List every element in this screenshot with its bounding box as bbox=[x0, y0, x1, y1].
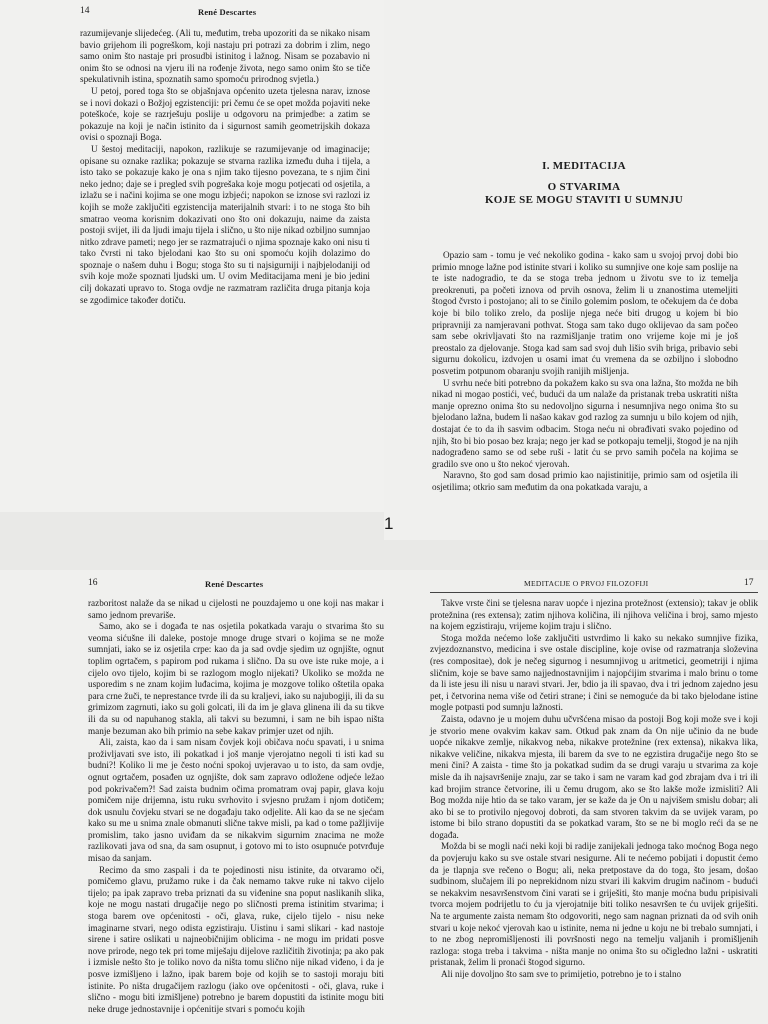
chapter-subtitle: O STVARIMA bbox=[547, 181, 621, 193]
page-header bbox=[0, 0, 384, 20]
paragraph: Recimo da smo zaspali i da te pojedinosti nisu istinite, da otvaramo oči, pomičemo glavu, pružamo ruke i da čak nemamo takve ruke ni takvo cijelo tijelo; pa ipak zapravo treba priznati da su viđenine sna poput naslikanih slika, koje ne mogu nastati drugačije nego po sličnosti prema istinitim stvarima; i stoga barem ove općenitosti - oči, glava, ruke, cijelo tijelo - nisu neke imaginarne stvari, nego odista egzistiraju. Uistinu i sami slikari - kad nastoje sirene i satire oslikati u najneobičnijim oblicima - ne mogu im pridati posve nove prirode, nego tek pri tome miješaju dijelove različitih životinja; pa ako pak i izmisle nešto što je toliko novo da ništa tomu slično nije nikad viđeno, i da je posve izmišljeno i lažno, ipak barem boje od kojih se to sastoji moraju biti istinite. Po ništa drugačijem razlogu (iako ove općenitosti - oči, glava, ruke i slično - mogu biti izmišljene) potrebno je barem dopustiti da istinite mogu biti neke druge jednostavnije i općenitije stvari s pomoću kojih bbox=[88, 864, 384, 1014]
page-14 bbox=[0, 0, 384, 512]
paragraph: U svrhu neće biti potrebno da pokažem kako su sva ona lažna, što možda ne bih nikad ni mogao postići, već, budući da um nalaže da pristanak treba uskratiti ništa manje oprezno onima što su nedovoljno sigurna i nesumnjiva nego onima što su bjelodano lažna, budem li našao kakav god razlog za sumnju u bilo kojem od njih, dostajat će to da ih sasvim odbacim. Stoga neću ni obrađivati svako pojedino od njih, što bi bio posao bez kraja; nego jer kad se potkopaju temelji, štogod je na njih nadograđeno samo se od sebe ruši - latit ću se prvo samih počela na kojima se gradilo sve ono u što nekoć vjerovah. bbox=[432, 377, 738, 469]
paragraph: Samo, ako se i događa te nas osjetila pokatkada varaju o stvarima što su veoma sićušne ili daleke, postoje mnoge druge stvari o kojima se ne može sumnjati, iako se iz osjetila crpe: kao da ja sad ovdje sjedim uz ognjište, ognut toplim ogrtačem, s papirom pod rukama i slično. Da su ove iste ruke moje, a i cijelo ovo tijelo, kojim bi se razlogom moglo nijekati? Ukoliko se možda ne usporedim s ne znam kojim luđacima, kojima je mozgove toliko oštetila opaka para crne žuči, te neprestance tvrde ili da su kraljevi, iako su najubogiji, ili da su grimizom zagrnuti, iako su goli golcati, ili da im je glava glinena ili da su tikve ili da su od napuhanog stakla, ali takvi su bezumni, i sam ne bih ispao ništa manje bezuman ako bih primio na sebe kakav primjer uzet od njih. bbox=[88, 621, 384, 736]
paragraph: U petoj, pored toga što se objašnjava općenito uzeta tjelesna narav, iznose se i novi dokazi o Božjoj egzistenciji: pri čemu će se opet možda pojaviti neke poteškoće, koje se razrješuju poslije u odgovoru na primjedbe: a zatim se pokazuje na koji je način istinito da i sigurnost samih geometrijskih dokaza ovisi o spoznaji Boga. bbox=[80, 85, 370, 143]
paragraph: razumijevanje slijedećeg. (Ali tu, međutim, treba upozoriti da se nikako nisam bavio grijehom ili pogreškom, koji nastaju pri potrazi za dobrim i zlim, nego samo onim što nastaje pri prosudbi istinitog i lažnog. Nisam se pozabavio ni onim što se odnosi na vjeru ili na rođenje života, nego samo onim što se tiče spekulativnih istina, spoznatih samo spomoću prirodnog svjetla.) bbox=[80, 28, 370, 85]
running-head: René Descartes bbox=[198, 7, 257, 17]
paragraph: razboritost nalaže da se nikad u cijelosti ne pouzdajemo u one koji nas makar i samo jednom prevariše. bbox=[88, 598, 384, 620]
paragraph: Ali nije dovoljno što sam sve to primijetio, potrebno je to i stalno bbox=[441, 969, 682, 979]
page-number: 14 bbox=[80, 6, 90, 16]
text-column bbox=[80, 28, 370, 306]
page-header bbox=[0, 570, 390, 594]
page-15 bbox=[384, 0, 768, 540]
paragraph: Stoga možda nećemo loše zaključiti ustvrdimo li kako su nekako sumnjive fizika, zvjezdoznanstvo, medicina i sve ostale discipline, koje ovise od razmatranja složevina (res compositae), dok je nečeg sigurnog i nesumnjivog u aritmetici, geometriji i njima sličnim, koje se bave samo najjednostavnijim i najopćijim stvarima i malo brinu o tome da li iste jesu ili nisu u naravi stvari. Jer, bdio ja ili spavao, dva i tri jednom zajedno jesu pet, i četvorina nema više od četiri strane; i čini se nemoguće da bi tako bjelodane istine mogle potpasti pod sumnju lažnosti. bbox=[430, 632, 758, 713]
page-17 bbox=[390, 570, 768, 1024]
text-column bbox=[88, 598, 384, 1015]
chapter-heading bbox=[434, 160, 734, 207]
chapter-title: I. MEDITACIJA bbox=[542, 160, 626, 172]
paragraph: U šestoj meditaciji, napokon, razlikuje se razumijevanje od imaginacije; opisane su oznake razlika; pokazuje se stvarna razlika između duha i tijela, a isto tako se pokazuje kako je ona s njim tako tijesno povezana, te s njim čini neko jedno; daje se i pregled svih pogrešaka koje mogu potjecati od osjetila, a izlažu se i načini kojima se one mogu izbjeći; napokon se iznose svi razlozi iz kojih se može zaključiti egzistencija materijalnih stvari: i to ne stoga što bih smatrao veoma korisnim dokazivati ono što oni dokazuju, naime da zaista postoji svijet, ili da ljudi imaju tijela i slično, u što nije nikad ozbiljno sumnjao nitko zdrave pameti; nego jer se razmatrajući o njima spoznaje kako oni nisu ti tako čvrsti ni tako bjelodani kao što su oni spomoću kojih dolazimo do spoznaje o našem duhu i Bogu; stoga što su ti najsigurniji i najbjelodaniji od svih koje može spoznati ljudski um. U ovim Meditacijama meni je bio jedini cilj dokazati upravo to. Stoga ovdje ne razmatram različita druga pitanja koja se zgodimice također dotiču. bbox=[80, 143, 370, 305]
paragraph: Opazio sam - tomu je već nekoliko godina - kako sam u svojoj prvoj dobi bio primio mnoge lažne pod istinite stvari i koliko su sumnjive one koje sam poslije na te iste nadogradio, te da se stoga treba jednom u životu sve to iz temelja preokrenuti, pa početi iznova od prvih osnova, želim li u znanostima utemeljiti štogod čvrsto i postojano; ali to se činilo golemim poslom, te očekujem da će doba koje bi bilo toliko zrelo, da poslije njega neće biti drugog u kojem bi bio pripravniji za namjeravani pothvat. Stoga sam tako dugo oklijevao da sam počeo sam sebe okrivljavati što na razmišljanje tratim ono vrijeme koje mi je još preostalo za djelovanje. Stoga kad sam sad svoj duh lišio svih briga, pribavio sebi sigurnu dokolicu, izdvojen u osami imat ću vremena da se ozbiljno i slobodno posvetim potpunom obaranju svojih ranijih mišljenja. bbox=[432, 250, 738, 376]
page-16 bbox=[0, 570, 390, 1024]
running-head: MEDITACIJE O PRVOJ FILOZOFIJI bbox=[524, 579, 649, 588]
header-rule bbox=[430, 592, 758, 593]
page-number: 17 bbox=[744, 578, 754, 588]
text-column bbox=[432, 250, 738, 493]
paragraph: Takve vrste čini se tjelesna narav uopće i njezina protežnost (extensio); takav je oblik protežnina (res extensa); zatim njihova količina, ili njihova veličina i broj, samo mjesto na kojem egzistiraju, vrijeme kojim traju i slično. bbox=[430, 598, 758, 632]
paragraph: Naravno, što god sam dosad primio kao najistinitije, primio sam od osjetila ili osjetilima; otkrio sam međutim da ona pokatkada varaju, a bbox=[432, 470, 738, 492]
chapter-subtitle: KOJE SE MOGU STAVITI U SUMNJU bbox=[484, 194, 684, 206]
text-column bbox=[430, 598, 758, 981]
paragraph: Ali, zaista, kao da i sam nisam čovjek koji običava noću spavati, i u snima proživljavati sve isto, ili pokatkad i još manje vjerojatno negoli ti isti kad su budni?! Koliko li me je često noćni spokoj uvjeravao u to isto, da sam ovdje, ognut ogrtačem, posađen uz ognjište, dok sam zapravo odložene odjeće ležao pod pokrivačem?! Sad zaista budnim očima promatram ovaj papir, glava koju pomičem nije drijemna, istu ruku svrhovito i svjesno pružam i njom dotičem; dok usnulu čovjeku stvari se ne događaju tako odjelite. Ali kao da se ne sjećam kako su me u snima znale obmanuti slične takve misli, pa kad o tome pažljivije promislim, tako jasno uviđam da se nikakvim sigurnim znacima ne može razlikovati java od sna, da sam osupnut, i gotovo mi to isto osupnuće potvrđuje misao da sanjam. bbox=[88, 737, 384, 864]
paragraph: Možda bi se mogli naći neki koji bi radije zanijekali jednoga tako moćnog Boga nego da povjeruju kako su sve ostale stvari nesigurne. Ali te nećemo pobijati i dopustit ćemo da je tlapnja sve rečeno o Bogu; ali, neka pretpostave da do toga, što jesam, došao sudbinom, slučajem ili po neprekidnom nizu stvari ili kakvim drugim načinom - budući se nekakvim nesavršenstvom čini varati se i griješiti, što manje moćna budu pripisivali tvorca mojem podrijetlu to ću ja vjerojatnije biti toliko nesavršen te ću uvijek griješiti. Na te argumente zaista nemam što odgovoriti, nego sam nagnan priznati da od svih onih stvari u koje nekoć vjerovah kao u istinite, nema ni jedne u koju ne bi trebalo sumnjati, i to ne zbog nepromišljenosti ili površnosti nego na temelju valjanih i promišljenih razloga: stoga treba i takvima - ništa manje no onima što su očigledno lažni - uskratiti pristanak, želim li pronaći štogod sigurno. bbox=[430, 841, 758, 968]
page-number: 16 bbox=[88, 578, 98, 588]
paragraph: Zaista, odavno je u mojem duhu učvršćena misao da postoji Bog koji može sve i koji je stvorio mene ovakvim kakav sam. Otkud pak znam da On nije učinio da ne bude uopće nikakve zemlje, nikakvog neba, nikakve protežnine (rex extensa), nikakva lika, nikakve veličine, nikakva mjesta, ili barem da sve to ne egzistira drugačije nego što se meni čini? A zaista - time što ja pokatkad sudim da se drugi varaju u stvarima za koje misle da ih najsavršenije znaju, zar se tako i sam ne varam kad god zbrajam dva i tri ili kad brojim strance četvorine, ili u čemu drugom, ako se što lakše može izmisliti? Ali Bog možda nije htio da se tako varam, jer se kaže da je On u najvišem smislu dobar; ali ako bi se to protivilo njegovoj dobroti, da sam stvoren takvim da se uvijek varam, po istome bi bilo strano dopustiti da se pokatkad varam, što se ne bi moglo reći da se ne događa. bbox=[430, 713, 758, 840]
page-marker: 1 bbox=[384, 514, 394, 533]
page-header bbox=[390, 570, 768, 594]
running-head: René Descartes bbox=[205, 579, 264, 589]
